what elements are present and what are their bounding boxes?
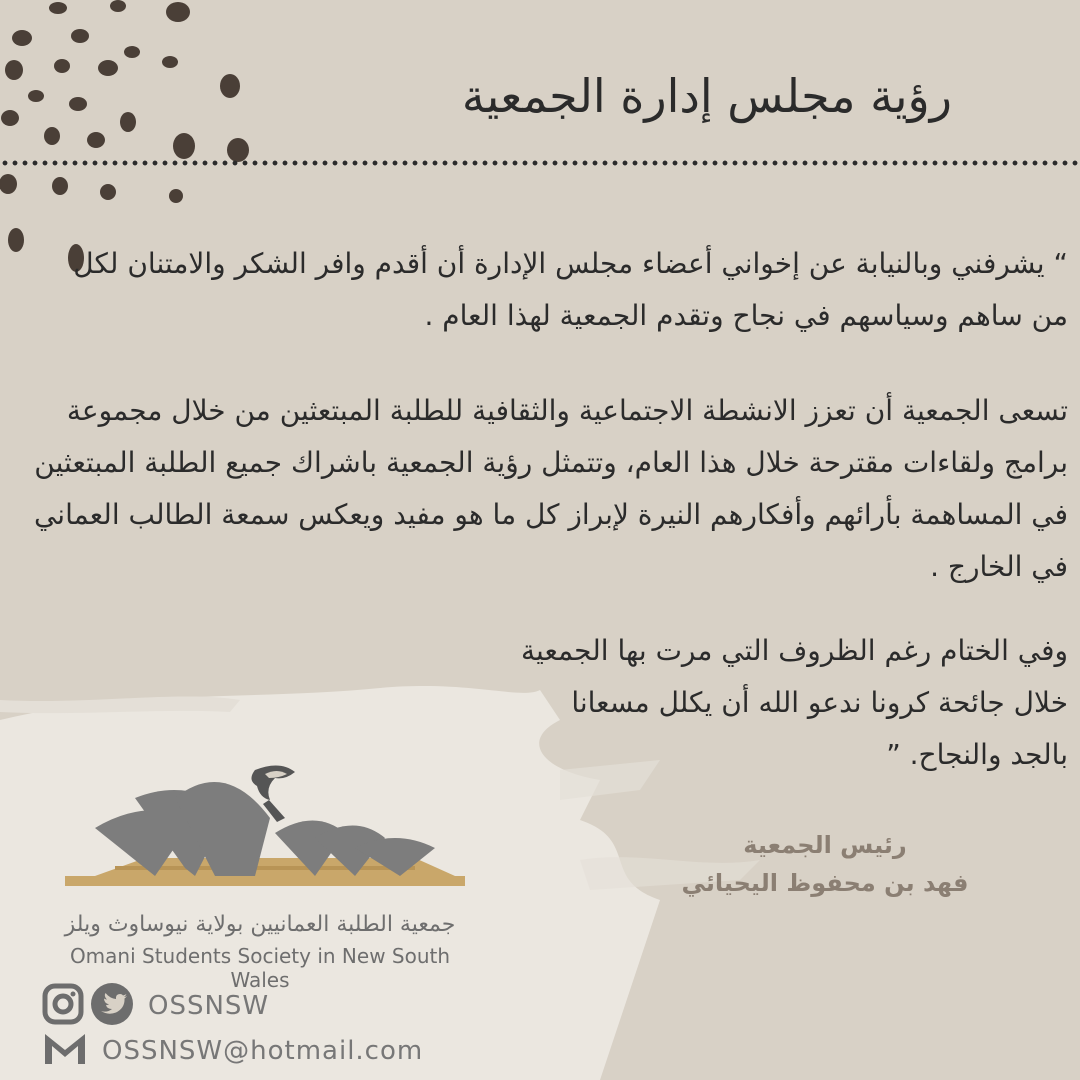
instagram-icon[interactable] xyxy=(42,983,84,1029)
email-contact-row xyxy=(42,1030,423,1072)
dotted-divider xyxy=(0,160,1080,166)
message-paragraph-1: “ يشرفني وبالنيابة عن إخواني أعضاء مجلس الإدارة أن أقدم وافر الشكر والامتنان لكل من ساهم وسياسهم في نجاح وتقدم الجمعية لهذا العام . xyxy=(73,247,1068,332)
signature-role: رئيس الجمعية xyxy=(743,831,907,859)
society-logo xyxy=(55,758,475,908)
society-name-arabic: جمعية الطلبة العمانيين بولاية نيوساوث ويلز xyxy=(64,912,456,937)
message-paragraph-2: تسعى الجمعية أن تعزز الانشطة الاجتماعية والثقافية للطلبة المبتعثين من خلال مجموعة برامج ولقاءات مقترحة خلال هذا العام، وتتمثل رؤية الجمعية باشراك جميع الطلبة المبتعثين في المساهمة بأرائهم وأفكارهم النيرة لإبراز كل ما هو مفيد ويعكس سمعة الطالب العماني في الخارج . xyxy=(33,394,1068,583)
message-paragraph-3: وفي الختام رغم الظروف التي مرت بها الجمعية خلال جائحة كرونا ندعو الله أن يكلل مسعانا بالجد والنجاح. ” xyxy=(521,634,1068,771)
page-title: رؤية مجلس إدارة الجمعية xyxy=(461,69,952,123)
signature-name: فهد بن محفوظ اليحيائي xyxy=(681,869,969,897)
mail-icon[interactable] xyxy=(42,1030,88,1072)
twitter-icon[interactable] xyxy=(90,982,134,1030)
society-name-english: Omani Students Society in New South Wales xyxy=(69,944,451,992)
social-contact-row xyxy=(42,982,269,1030)
email-address[interactable]: OSSNSW@hotmail.com xyxy=(102,1036,424,1066)
signature-block xyxy=(680,826,970,902)
social-handle[interactable]: OSSNSW xyxy=(148,991,270,1021)
